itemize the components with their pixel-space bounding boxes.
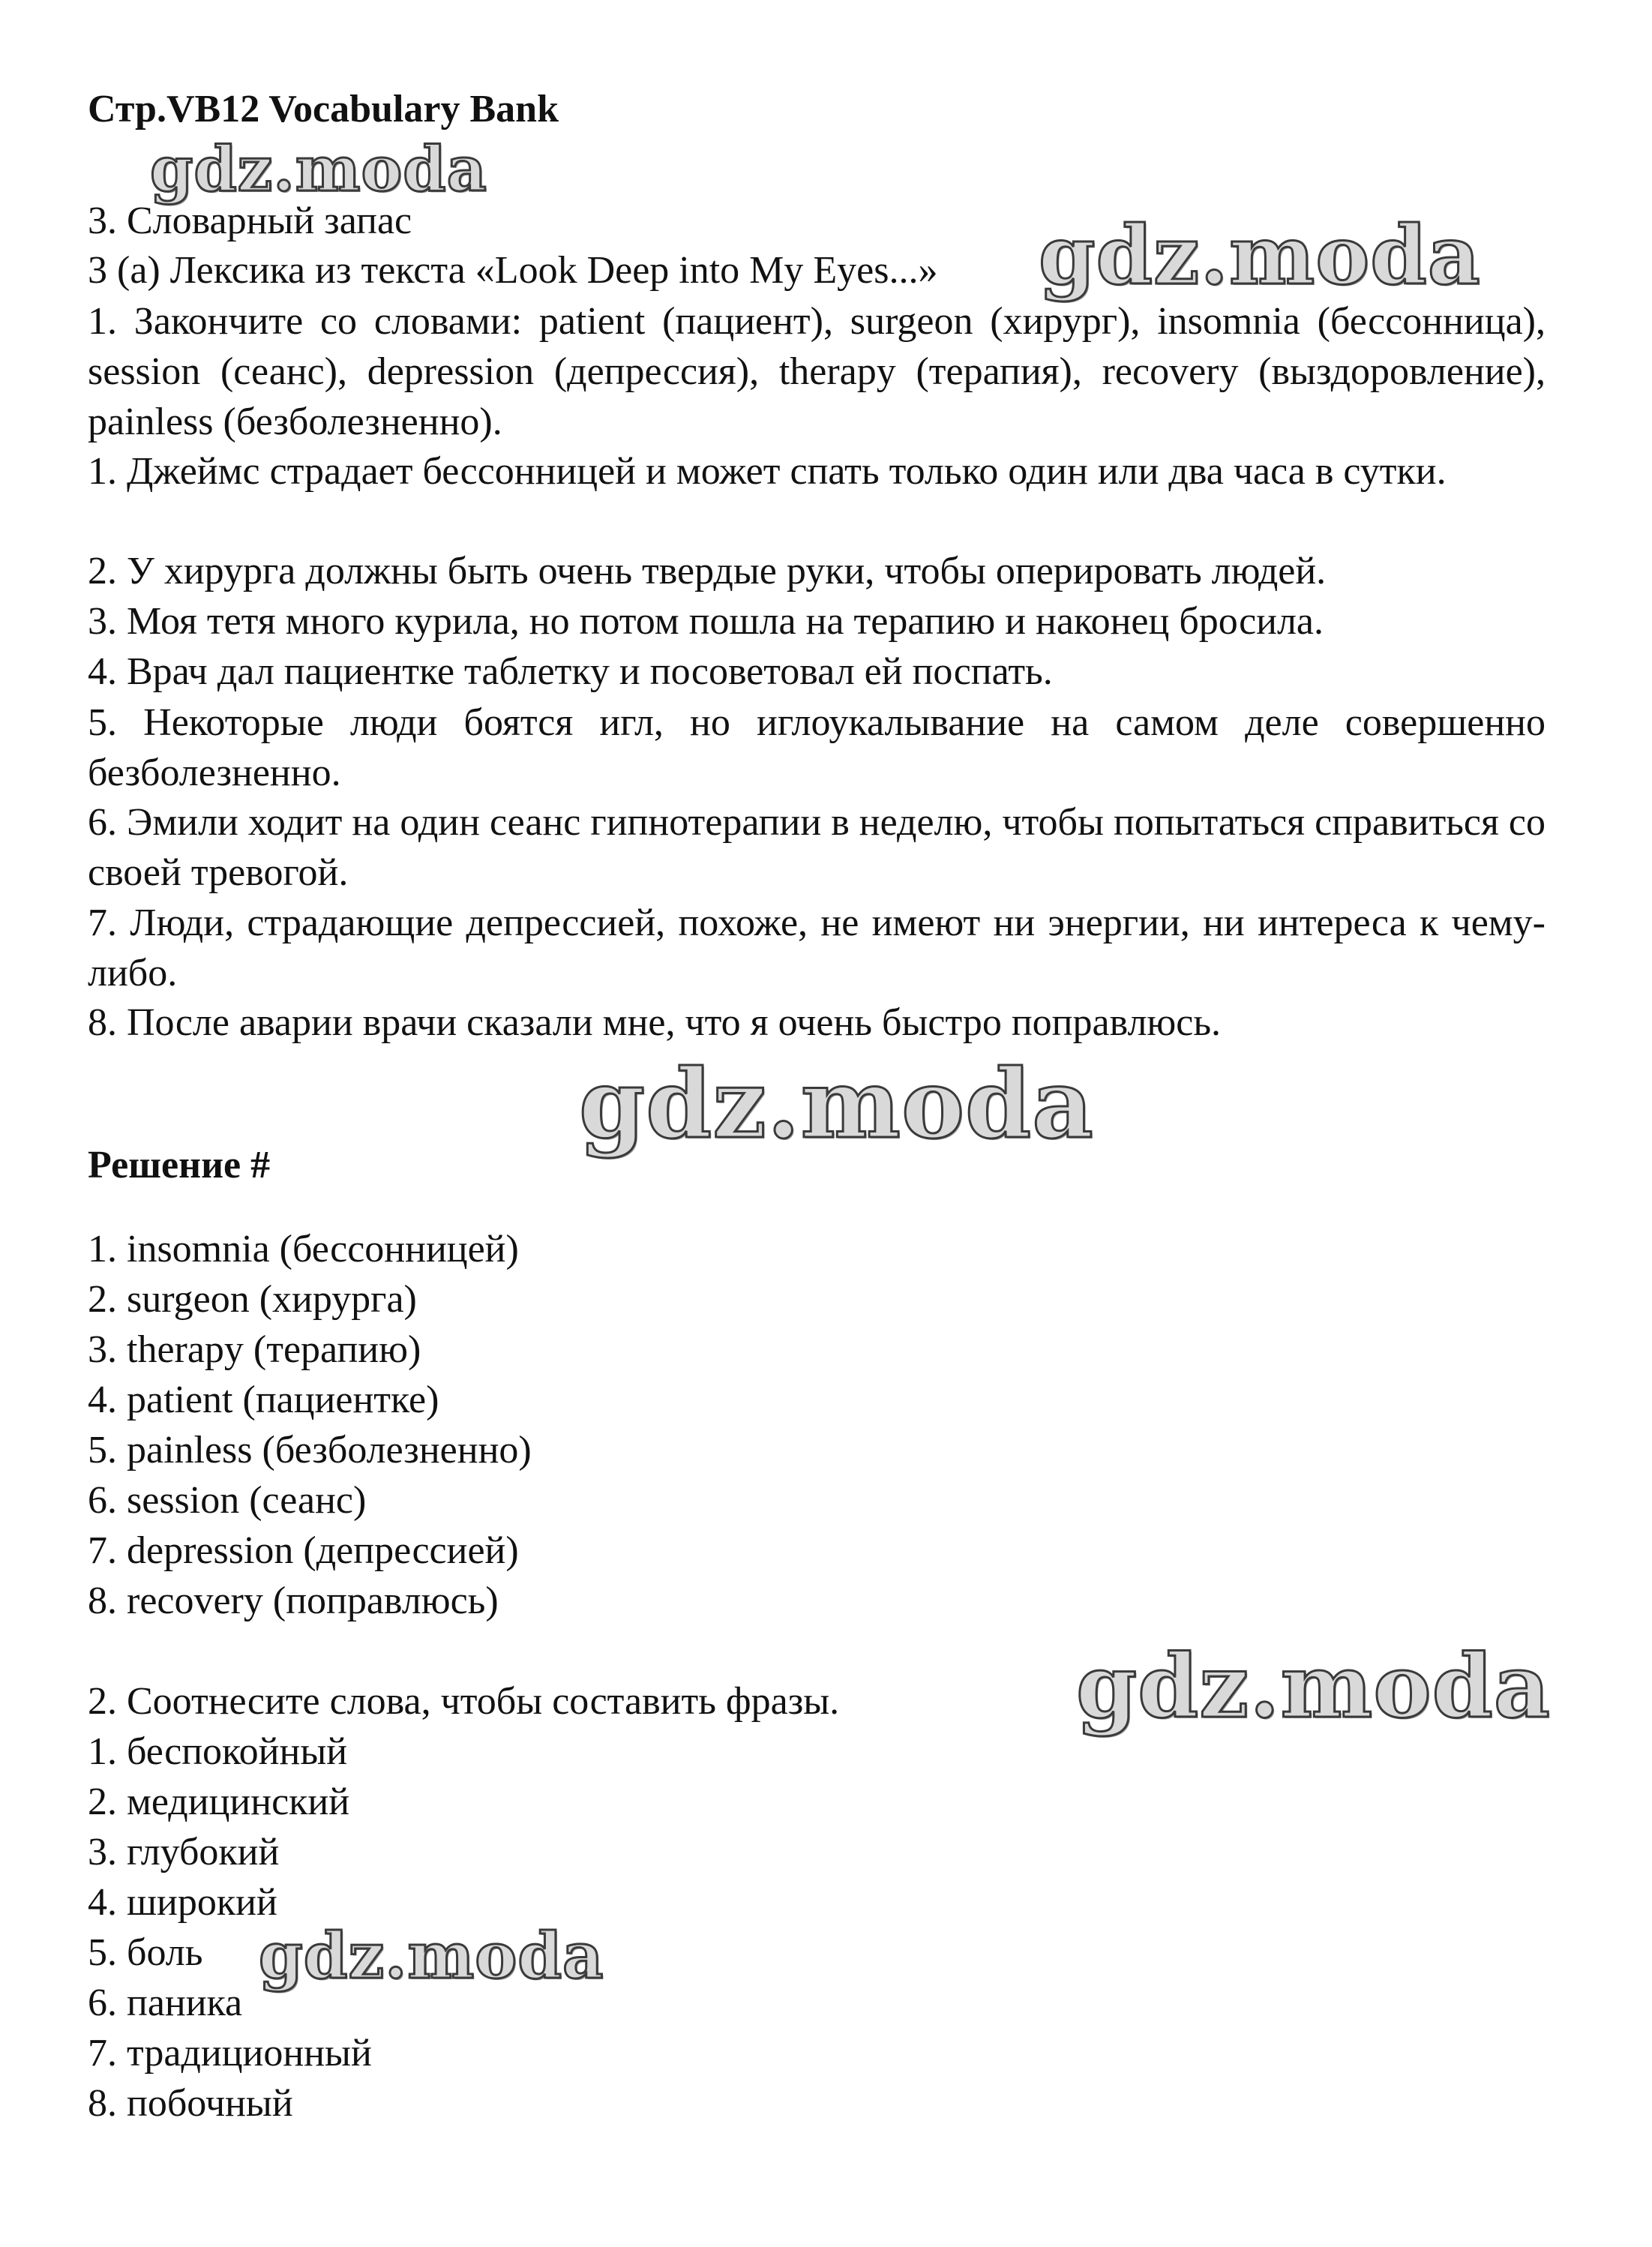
exercise2-item: 5. боль — [88, 1931, 203, 1974]
answer-item: 4. patient (пациентке) — [88, 1378, 439, 1421]
watermark-2: gdz.moda — [1039, 208, 1481, 303]
sentence-5: 5. Некоторые люди боятся игл, но иглоукалывание на самом деле совершенно безболезненно. — [88, 701, 1546, 794]
section-subtitle: 3 (a) Лексика из текста «Look Deep into My Eyes...» — [88, 249, 938, 292]
exercise2-item: 3. глубокий — [88, 1831, 280, 1874]
answer-item: 1. insomnia (бессонницей) — [88, 1228, 519, 1270]
solution-heading: Решение # — [88, 1144, 271, 1186]
exercise2-instruction: 2. Соотнесите слова, чтобы составить фразы. — [88, 1680, 840, 1723]
answer-item: 3. therapy (терапию) — [88, 1328, 421, 1371]
exercise2-item: 7. традиционный — [88, 2032, 372, 2074]
sentence-1: 1. Джеймс страдает бессонницей и может спать только один или два часа в сутки. — [88, 450, 1447, 493]
answer-item: 7. depression (депрессией) — [88, 1529, 519, 1572]
sentence-2: 2. У хирурга должны быть очень твердые руки, чтобы оперировать людей. — [88, 550, 1327, 592]
answer-item: 8. recovery (поправлюсь) — [88, 1580, 499, 1622]
sentence-8: 8. После аварии врачи сказали мне, что я очень быстро поправлюсь. — [88, 1001, 1222, 1044]
answer-item: 6. session (сеанс) — [88, 1479, 367, 1522]
answer-item: 5. painless (безболезненно) — [88, 1429, 532, 1472]
instruction-paragraph: 1. Закончите со словами: patient (пациент), surgeon (хирург), insomnia (бессонница), session (сеанс), depression (депрессия), therapy (терапия), recovery (выздоровление), painless (безболезненно). — [88, 300, 1546, 443]
watermark-5: gdz.moda — [259, 1918, 604, 1993]
sentence-4: 4. Врач дал пациентке таблетку и посоветовал ей поспать. — [88, 650, 1053, 693]
watermark-1: gdz.moda — [150, 134, 487, 206]
exercise2-item: 6. паника — [88, 1982, 243, 2024]
answer-item: 2. surgeon (хирурга) — [88, 1278, 417, 1321]
exercise2-item: 8. побочный — [88, 2082, 293, 2125]
watermark-3: gdz.moda — [579, 1048, 1094, 1160]
page-title: Стр.VB12 Vocabulary Bank — [88, 88, 559, 130]
sentence-3: 3. Моя тетя много курила, но потом пошла на терапию и наконец бросила. — [88, 600, 1324, 643]
watermark-4: gdz.moda — [1076, 1636, 1551, 1738]
exercise2-item: 2. медицинский — [88, 1780, 350, 1823]
exercise2-item: 4. широкий — [88, 1881, 277, 1924]
section-label: 3. Словарный запас — [88, 200, 412, 242]
exercise2-item: 1. беспокойный — [88, 1730, 348, 1773]
sentence-7: 7. Люди, страдающие депрессией, похоже, не имеют ни энергии, ни интереса к чему-либо. — [88, 902, 1546, 994]
sentence-6: 6. Эмили ходит на один сеанс гипнотерапии в неделю, чтобы попытаться справиться со своей тревогой. — [88, 801, 1546, 894]
